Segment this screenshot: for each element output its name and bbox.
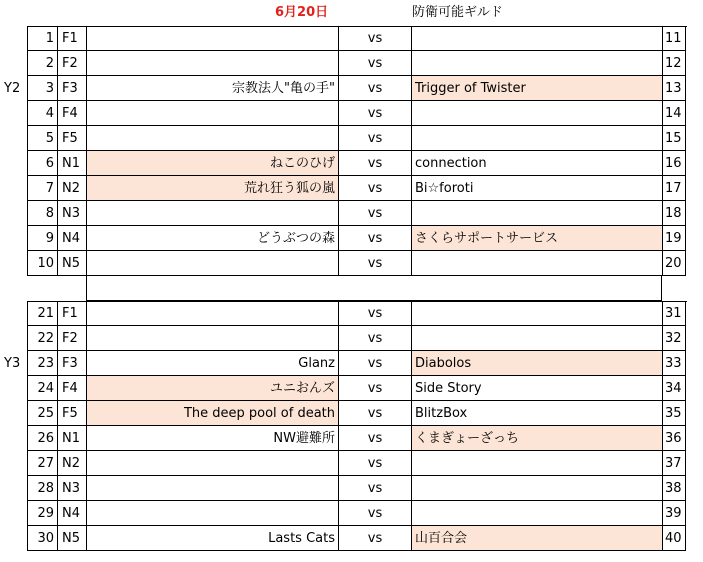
- match-row: [0, 301, 703, 326]
- defender-number-cell[interactable]: 11: [662, 26, 686, 51]
- slot-type-cell[interactable]: N4: [57, 501, 86, 526]
- match-row: [0, 51, 703, 76]
- attacker-guild-cell[interactable]: [86, 451, 338, 476]
- attacker-guild-cell[interactable]: ねこのひげ: [86, 151, 338, 176]
- match-number-cell[interactable]: 23: [27, 351, 57, 376]
- match-number-cell[interactable]: 8: [27, 201, 57, 226]
- attacker-guild-cell[interactable]: Lasts Cats: [86, 526, 338, 551]
- vs-cell[interactable]: vs: [338, 451, 411, 476]
- defender-guild-cell[interactable]: [411, 26, 662, 51]
- match-row: [0, 26, 703, 51]
- defender-number-cell[interactable]: 40: [662, 526, 686, 551]
- attacker-guild-cell[interactable]: ユニおんズ: [86, 376, 338, 401]
- vs-cell[interactable]: vs: [338, 151, 411, 176]
- attacker-guild-cell[interactable]: [86, 51, 338, 76]
- defender-guild-cell[interactable]: Bi☆foroti: [411, 176, 662, 201]
- vs-cell[interactable]: vs: [338, 176, 411, 201]
- defender-number-cell[interactable]: 15: [662, 126, 686, 151]
- attacker-guild-cell[interactable]: [86, 126, 338, 151]
- slot-type-cell[interactable]: F5: [57, 401, 86, 426]
- defender-number-cell[interactable]: 13: [662, 76, 686, 101]
- defender-guild-cell[interactable]: connection: [411, 151, 662, 176]
- vs-cell[interactable]: vs: [338, 201, 411, 226]
- group-separator-row: [86, 276, 662, 301]
- vs-cell[interactable]: vs: [338, 401, 411, 426]
- slot-type-cell[interactable]: N4: [57, 226, 86, 251]
- vs-cell[interactable]: vs: [338, 376, 411, 401]
- match-row: [0, 426, 703, 451]
- defender-number-cell[interactable]: 38: [662, 476, 686, 501]
- slot-type-cell[interactable]: F1: [57, 26, 86, 51]
- defender-guild-cell[interactable]: Diabolos: [411, 351, 662, 376]
- group-label: Y2: [4, 81, 21, 96]
- match-number-cell[interactable]: 25: [27, 401, 57, 426]
- match-row: [0, 501, 703, 526]
- vs-cell[interactable]: vs: [338, 301, 411, 326]
- match-row: [0, 251, 703, 276]
- vs-cell[interactable]: vs: [338, 326, 411, 351]
- match-row: [0, 201, 703, 226]
- match-row: [0, 351, 703, 376]
- vs-cell[interactable]: vs: [338, 226, 411, 251]
- defendable-guild-header[interactable]: 防衛可能ギルド: [412, 5, 503, 20]
- defender-guild-cell[interactable]: 山百合会: [411, 526, 662, 551]
- defender-guild-cell[interactable]: [411, 51, 662, 76]
- match-row: [0, 151, 703, 176]
- match-number-cell[interactable]: 27: [27, 451, 57, 476]
- attacker-guild-cell[interactable]: [86, 476, 338, 501]
- vs-cell[interactable]: vs: [338, 351, 411, 376]
- match-number-cell[interactable]: 22: [27, 326, 57, 351]
- match-row: [0, 126, 703, 151]
- vs-cell[interactable]: vs: [338, 476, 411, 501]
- match-number-cell[interactable]: 21: [27, 301, 57, 326]
- defender-number-cell[interactable]: 12: [662, 51, 686, 76]
- match-number-cell[interactable]: 4: [27, 101, 57, 126]
- slot-type-cell[interactable]: F1: [57, 301, 86, 326]
- defender-guild-cell[interactable]: [411, 251, 662, 276]
- attacker-guild-cell[interactable]: [86, 501, 338, 526]
- vs-cell[interactable]: vs: [338, 501, 411, 526]
- vs-cell[interactable]: vs: [338, 426, 411, 451]
- slot-type-cell[interactable]: F3: [57, 76, 86, 101]
- defender-guild-cell[interactable]: [411, 301, 662, 326]
- slot-type-cell[interactable]: F4: [57, 376, 86, 401]
- match-number-cell[interactable]: 10: [27, 251, 57, 276]
- defender-guild-cell[interactable]: [411, 326, 662, 351]
- match-row: [0, 451, 703, 476]
- defender-guild-cell[interactable]: BlitzBox: [411, 401, 662, 426]
- slot-type-cell[interactable]: F2: [57, 326, 86, 351]
- slot-type-cell[interactable]: F5: [57, 126, 86, 151]
- defender-guild-cell[interactable]: [411, 451, 662, 476]
- slot-type-cell[interactable]: N2: [57, 451, 86, 476]
- match-number-cell[interactable]: 7: [27, 176, 57, 201]
- match-row: [0, 176, 703, 201]
- defender-number-cell[interactable]: 18: [662, 201, 686, 226]
- slot-type-cell[interactable]: N3: [57, 201, 86, 226]
- attacker-guild-cell[interactable]: 宗教法人"亀の手": [86, 76, 338, 101]
- defender-guild-cell[interactable]: [411, 476, 662, 501]
- group-label: Y3: [4, 356, 21, 371]
- match-number-cell[interactable]: 5: [27, 126, 57, 151]
- attacker-guild-cell[interactable]: 荒れ狂う狐の嵐: [86, 176, 338, 201]
- attacker-guild-cell[interactable]: [86, 101, 338, 126]
- defender-number-cell[interactable]: 14: [662, 101, 686, 126]
- attacker-guild-cell[interactable]: [86, 326, 338, 351]
- vs-cell[interactable]: vs: [338, 51, 411, 76]
- defender-guild-cell[interactable]: Side Story: [411, 376, 662, 401]
- slot-type-cell[interactable]: N2: [57, 176, 86, 201]
- match-number-cell[interactable]: 1: [27, 26, 57, 51]
- vs-cell[interactable]: vs: [338, 26, 411, 51]
- slot-type-cell[interactable]: F2: [57, 51, 86, 76]
- match-row: [0, 101, 703, 126]
- defender-number-cell[interactable]: 33: [662, 351, 686, 376]
- attacker-guild-cell[interactable]: Glanz: [86, 351, 338, 376]
- defender-number-cell[interactable]: 35: [662, 401, 686, 426]
- slot-type-cell[interactable]: N1: [57, 151, 86, 176]
- defender-number-cell[interactable]: 37: [662, 451, 686, 476]
- defender-number-cell[interactable]: 34: [662, 376, 686, 401]
- match-number-cell[interactable]: 28: [27, 476, 57, 501]
- attacker-guild-cell[interactable]: [86, 201, 338, 226]
- attacker-guild-cell[interactable]: どうぶつの森: [86, 226, 338, 251]
- defender-guild-cell[interactable]: [411, 501, 662, 526]
- vs-cell[interactable]: vs: [338, 251, 411, 276]
- defender-number-cell[interactable]: 39: [662, 501, 686, 526]
- defender-number-cell[interactable]: 36: [662, 426, 686, 451]
- vs-cell[interactable]: vs: [338, 101, 411, 126]
- match-number-cell[interactable]: 3: [27, 76, 57, 101]
- match-number-cell[interactable]: 24: [27, 376, 57, 401]
- defender-guild-cell[interactable]: [411, 126, 662, 151]
- match-number-cell[interactable]: 29: [27, 501, 57, 526]
- defender-number-cell[interactable]: 17: [662, 176, 686, 201]
- vs-cell[interactable]: vs: [338, 126, 411, 151]
- match-row: [0, 326, 703, 351]
- defender-number-cell[interactable]: 16: [662, 151, 686, 176]
- match-number-cell[interactable]: 26: [27, 426, 57, 451]
- match-number-cell[interactable]: 2: [27, 51, 57, 76]
- match-number-cell[interactable]: 30: [27, 526, 57, 551]
- slot-type-cell[interactable]: N5: [57, 526, 86, 551]
- match-row: [0, 226, 703, 251]
- slot-type-cell[interactable]: N5: [57, 251, 86, 276]
- match-row: [0, 526, 703, 551]
- slot-type-cell[interactable]: N1: [57, 426, 86, 451]
- vs-cell[interactable]: vs: [338, 526, 411, 551]
- match-row: [0, 76, 703, 101]
- slot-type-cell[interactable]: F3: [57, 351, 86, 376]
- slot-type-cell[interactable]: N3: [57, 476, 86, 501]
- match-row: [0, 476, 703, 501]
- defender-number-cell[interactable]: 19: [662, 226, 686, 251]
- match-number-cell[interactable]: 9: [27, 226, 57, 251]
- attacker-guild-cell[interactable]: NW避難所: [86, 426, 338, 451]
- defender-guild-cell[interactable]: [411, 201, 662, 226]
- match-row: [0, 401, 703, 426]
- match-row: [0, 376, 703, 401]
- attacker-guild-cell[interactable]: [86, 301, 338, 326]
- date-header[interactable]: 6月20日: [275, 5, 329, 20]
- defender-guild-cell[interactable]: くまぎょーざっち: [411, 426, 662, 451]
- attacker-guild-cell[interactable]: The deep pool of death: [86, 401, 338, 426]
- attacker-guild-cell[interactable]: [86, 251, 338, 276]
- defender-guild-cell[interactable]: [411, 101, 662, 126]
- vs-cell[interactable]: vs: [338, 76, 411, 101]
- defender-guild-cell[interactable]: Trigger of Twister: [411, 76, 662, 101]
- defender-number-cell[interactable]: 20: [662, 251, 686, 276]
- match-number-cell[interactable]: 6: [27, 151, 57, 176]
- defender-guild-cell[interactable]: さくらサポートサービス: [411, 226, 662, 251]
- defender-number-cell[interactable]: 32: [662, 326, 686, 351]
- attacker-guild-cell[interactable]: [86, 26, 338, 51]
- defender-number-cell[interactable]: 31: [662, 301, 686, 326]
- slot-type-cell[interactable]: F4: [57, 101, 86, 126]
